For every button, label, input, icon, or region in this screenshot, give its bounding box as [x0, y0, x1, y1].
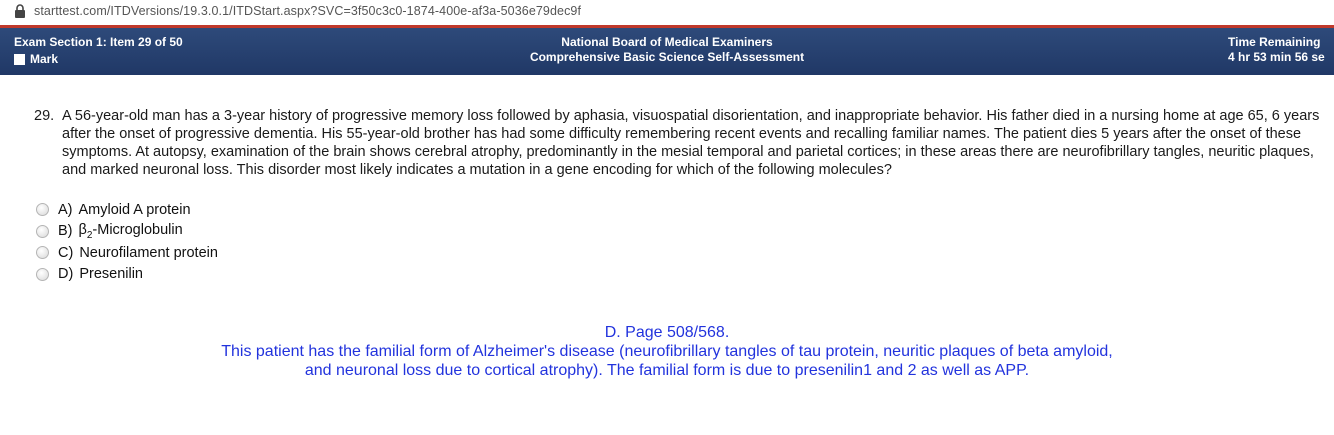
option-a[interactable] [36, 199, 218, 221]
option-d-radio[interactable] [36, 268, 49, 281]
option-text-prefix: β [78, 221, 87, 238]
option-text: Presenilin [79, 266, 143, 283]
time-label: Time Remaining [1228, 35, 1321, 49]
org-name: National Board of Medical Examiners [561, 35, 773, 49]
option-text: Amyloid A protein [78, 201, 191, 218]
explanation [0, 323, 1334, 380]
option-text: Neurofilament protein [79, 244, 218, 261]
mark-label: Mark [30, 52, 59, 66]
option-text-subscript: 2 [86, 229, 93, 241]
explanation-line: This patient has the familial form of Alzheimer's disease (neurofibrillary tangles of tau protein, neuritic plaques of beta amyloid, [221, 343, 1113, 360]
lock-icon [12, 4, 28, 18]
option-text-suffix: -Microglobulin [92, 221, 183, 238]
answer-options [36, 199, 218, 285]
option-b-radio[interactable] [36, 225, 49, 238]
option-c-radio[interactable] [36, 246, 49, 259]
option-letter: D) [58, 266, 74, 283]
time-value: 4 hr 53 min 56 se [1228, 50, 1325, 64]
question-stem [34, 107, 1328, 179]
option-a-radio[interactable] [36, 203, 49, 216]
option-letter: A) [58, 201, 73, 218]
option-c[interactable] [36, 242, 218, 264]
timer [1228, 35, 1325, 65]
exam-name: Comprehensive Basic Science Self-Assessment [529, 50, 805, 64]
option-letter: B) [58, 223, 73, 240]
option-b[interactable] [36, 221, 218, 243]
explanation-answer: D. Page 508/568. [604, 324, 730, 341]
item-counter: Exam Section 1: Item 29 of 50 [14, 35, 183, 49]
exam-header [0, 28, 1334, 75]
question-number: 29. [34, 108, 55, 124]
url-text: starttest.com/ITDVersions/19.3.0.1/ITDStart.aspx?SVC=3f50c3c0-1874-400e-af3a-5036e79dec9f [34, 4, 582, 18]
exam-title-block [0, 35, 1334, 65]
option-text [79, 222, 183, 241]
address-bar[interactable] [0, 0, 1334, 22]
option-letter: C) [58, 244, 74, 261]
explanation-line: and neuronal loss due to cortical atrophy). The familial form is due to presenilin1 and 2 as well as APP. [304, 362, 1030, 379]
option-d[interactable] [36, 264, 218, 286]
question-text: A 56-year-old man has a 3-year history of progressive memory loss followed by aphasia, visuospatial disorientation, and inappropriate behavior. His father died in a nursing home at age 65, 6 years after the onset of progressive dementia. His 55-year-old brother has had some difficulty remembering recent events and recalling familiar names. The patient dies 5 years after the onset of these symptoms. At autopsy, examination of the brain shows cerebral atrophy, predominantly in the mesial temporal and parietal cortices; in these areas there are neurofibrillary tangles, neuritic plaques, and marked neuronal loss. This disorder most likely indicates a mutation in a gene encoding for which of the following molecules? [62, 108, 1320, 178]
